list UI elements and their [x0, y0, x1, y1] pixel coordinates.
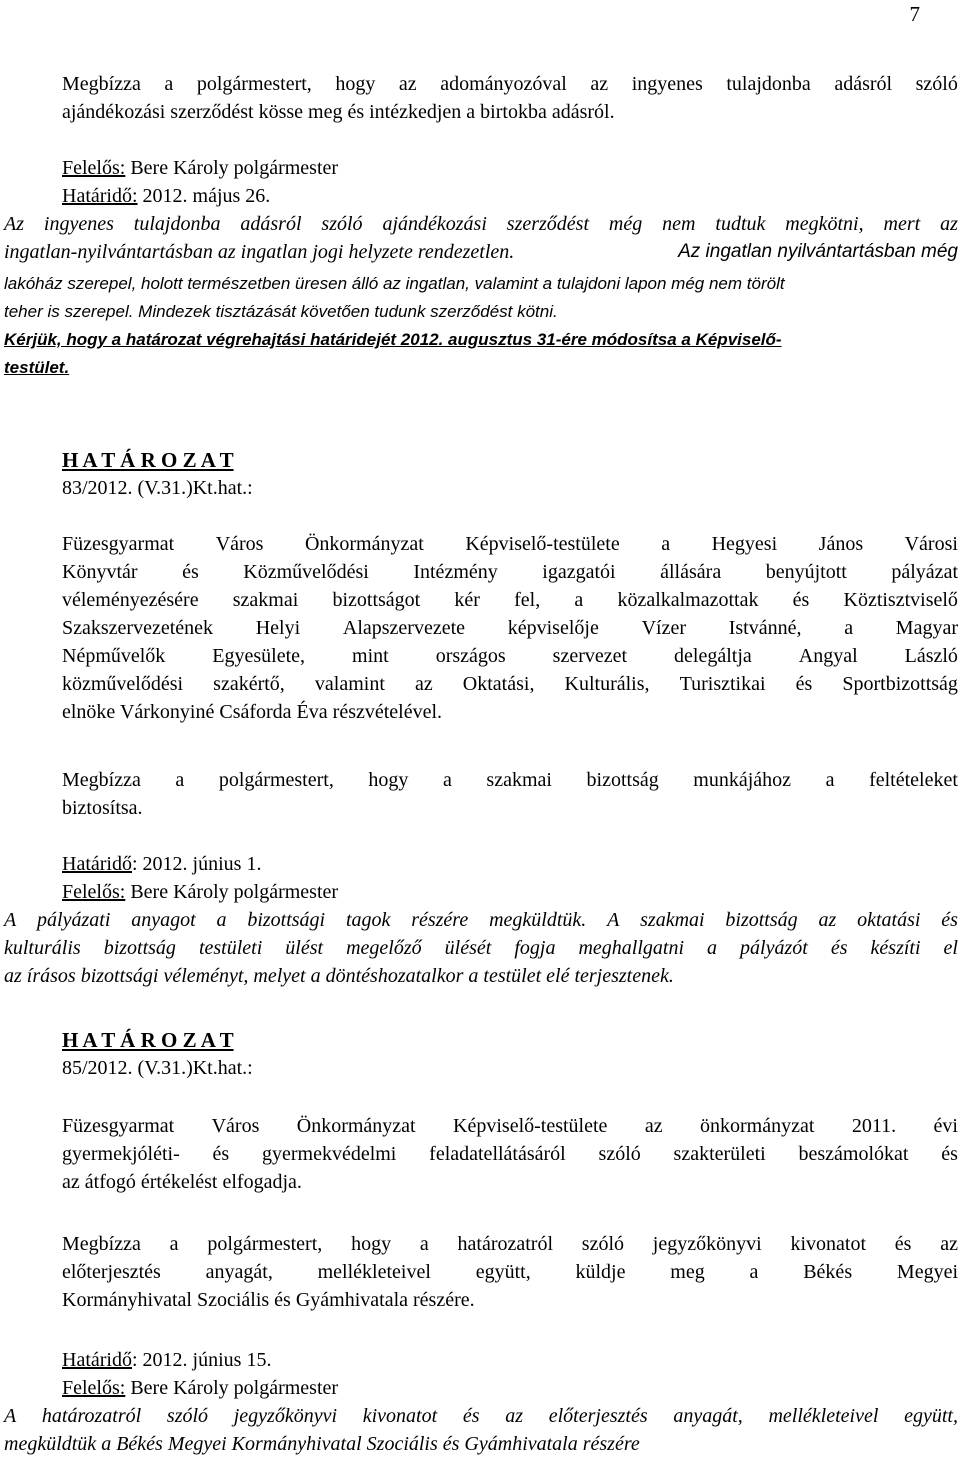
word: szóló — [166, 1405, 209, 1427]
word: Önkormányzat — [304, 533, 424, 555]
resolution-2-body-line — [62, 1112, 958, 1140]
report-2-line-3: az írásos bizottsági véleményt, melyet a döntéshozatalkor a testület elé terjesztenek. — [4, 965, 674, 987]
word: Népművelők — [62, 645, 166, 667]
word: tulajdonba — [726, 73, 811, 95]
word: a — [164, 73, 174, 95]
word: és — [462, 1405, 480, 1427]
word: Szakszervezetének — [62, 617, 214, 639]
word: készíti — [870, 937, 921, 959]
word: szóló — [915, 73, 958, 95]
word: Füzesgyarmat — [62, 533, 175, 555]
word: meghallgatni — [578, 937, 685, 959]
word: mellékleteivel — [768, 1405, 879, 1427]
word: polgármestert, — [207, 1233, 323, 1255]
word: az — [940, 213, 958, 235]
word: mert — [883, 213, 921, 235]
word: szakmai — [486, 769, 552, 791]
word: tudtuk — [715, 213, 766, 235]
resolution-2-body-line-3: az átfogó értékelést elfogadja. — [62, 1171, 302, 1193]
responsible-value: Bere Károly polgármester — [125, 157, 339, 179]
word: Vízer — [641, 617, 686, 639]
word: mint — [352, 645, 389, 667]
resolution-heading: H A T Á R O Z A T — [62, 448, 234, 472]
word: a — [419, 1233, 429, 1255]
resolution-body-line — [62, 586, 958, 614]
mandate-paragraph-line — [62, 70, 958, 98]
word: és — [830, 937, 848, 959]
word: bizottsági — [247, 909, 326, 931]
resolution-2-body-line-2 — [62, 1140, 958, 1168]
report-2-line — [4, 906, 958, 934]
word: László — [904, 645, 958, 667]
deadline-value-2: : 2012. június 1. — [131, 853, 262, 875]
word: szakmai — [640, 909, 705, 931]
word: Megbízza — [62, 73, 141, 95]
word: Füzesgyarmat — [62, 1115, 175, 1137]
word: hogy — [351, 1233, 392, 1255]
word: Turisztikai — [679, 673, 766, 695]
word: Oktatási, — [462, 673, 535, 695]
word: szakterületi — [673, 1143, 766, 1165]
word: az — [505, 1405, 524, 1427]
responsible-line — [62, 154, 338, 182]
mandate-2-line — [62, 1230, 958, 1258]
responsible-line-2 — [62, 878, 338, 906]
word: határozatról — [457, 1233, 554, 1255]
word: évi — [933, 1115, 958, 1137]
report-line-2-part-b: Az ingatlan nyilvántartásban még — [678, 241, 958, 262]
word: a — [825, 769, 835, 791]
word: A — [607, 909, 620, 931]
page-number: 7 — [909, 2, 920, 26]
resolution-body-line — [62, 530, 958, 558]
report-line-3: lakóház szerepel, holott természetben üresen álló az ingatlan, valamint a tulajdoni lapon még nem törölt — [4, 274, 785, 293]
word: az — [414, 673, 433, 695]
word: kivonatot — [790, 1233, 866, 1255]
word: az — [590, 73, 609, 95]
word: a — [707, 937, 718, 959]
word: Helyi — [255, 617, 301, 639]
word: adásról — [834, 73, 893, 95]
word: és — [941, 909, 958, 931]
deadline-line-3 — [62, 1346, 271, 1374]
mandate-2-line-2 — [62, 1258, 958, 1286]
word: Hegyesi — [711, 533, 778, 555]
resolution-body-line — [62, 558, 958, 586]
word: munkájához — [693, 769, 792, 791]
word: és — [941, 1143, 958, 1165]
mandate-2-line-3: Kormányhivatal Szociális és Gyámhivatala részére. — [62, 1289, 475, 1311]
word: Képviselő-testülete — [465, 533, 620, 555]
report-2-line-2 — [4, 934, 958, 962]
word: a — [574, 589, 584, 611]
word: bizottságot — [332, 589, 421, 611]
word: a — [749, 1261, 759, 1283]
word: Megyei — [896, 1261, 958, 1283]
word: a — [442, 769, 452, 791]
word: adományozóval — [440, 73, 567, 95]
word: szakértő, — [213, 673, 285, 695]
word: kér — [454, 589, 480, 611]
word: és — [212, 1143, 230, 1165]
word: igazgatói — [542, 561, 616, 583]
word: és — [795, 673, 813, 695]
resolution-body-last-line: elnöke Várkonyiné Csáforda Éva részvételével. — [62, 701, 443, 723]
word: ülést — [285, 937, 324, 959]
responsible-line-3 — [62, 1374, 338, 1402]
word: véleményezésére — [62, 589, 199, 611]
word: Könyvtár — [62, 561, 138, 583]
word: oktatási — [857, 909, 921, 931]
word: együtt, — [904, 1405, 958, 1427]
word: a — [661, 533, 671, 555]
word: bizottság — [725, 909, 798, 931]
word: kulturális — [4, 937, 81, 959]
word: szóló — [598, 1143, 641, 1165]
word: az — [818, 909, 837, 931]
word: nem — [662, 213, 696, 235]
word: ülését — [444, 937, 492, 959]
mandate-line-2: biztosítsa. — [62, 797, 143, 819]
word: hogy — [368, 769, 409, 791]
word: adásról — [240, 213, 302, 235]
word: határozatról — [41, 1405, 142, 1427]
resolution-number-2: 85/2012. (V.31.)Kt.hat.: — [62, 1057, 253, 1079]
deadline-value-3: : 2012. június 15. — [131, 1349, 272, 1371]
word: részére — [411, 909, 469, 931]
word: a — [216, 909, 227, 931]
resolution-body-line — [62, 614, 958, 642]
word: a — [844, 617, 854, 639]
deadline-line-2 — [62, 850, 261, 878]
word: polgármestert, — [218, 769, 334, 791]
word: képviselője — [507, 617, 599, 639]
word: jegyzőkönyvi — [652, 1233, 762, 1255]
word: és — [894, 1233, 912, 1255]
word: gyermekvédelmi — [261, 1143, 397, 1165]
word: Magyar — [895, 617, 958, 639]
report-line-2 — [4, 238, 958, 266]
word: jegyzőkönyvi — [233, 1405, 338, 1427]
word: Angyal — [798, 645, 858, 667]
word: Istvánné, — [728, 617, 802, 639]
word: tagok — [345, 909, 391, 931]
word: országos — [435, 645, 506, 667]
deadline-line — [62, 182, 270, 210]
word: benyújtott — [765, 561, 847, 583]
word: feltételeket — [869, 769, 958, 791]
responsible-value-3: Bere Károly polgármester — [125, 1377, 339, 1399]
word: közalkalmazottak — [617, 589, 759, 611]
report-line — [4, 210, 958, 238]
word: 2011. — [851, 1115, 897, 1137]
word: szervezet — [552, 645, 628, 667]
word: anyagot — [131, 909, 196, 931]
word: Közművelődési — [243, 561, 369, 583]
word: megkötni, — [785, 213, 864, 235]
word: Megbízza — [62, 1233, 141, 1255]
word: szakmai — [232, 589, 299, 611]
word: A — [4, 1405, 17, 1427]
word: pályázót — [740, 937, 808, 959]
word: valamint — [314, 673, 385, 695]
responsible-label-2: Felelős: — [62, 881, 126, 903]
word: megküldtük. — [489, 909, 587, 931]
word: Megbízza — [62, 769, 141, 791]
word: küldje — [575, 1261, 626, 1283]
word: Alapszervezete — [342, 617, 466, 639]
word: szerződést — [506, 213, 590, 235]
responsible-label: Felelős: — [62, 157, 126, 179]
word: pályázat — [891, 561, 958, 583]
word: még — [608, 213, 643, 235]
word: meg — [670, 1261, 705, 1283]
word: Város — [215, 533, 264, 555]
responsible-label-3: Felelős: — [62, 1377, 126, 1399]
word: testületi — [198, 937, 263, 959]
word: anyagát, — [205, 1261, 273, 1283]
word: állására — [660, 561, 722, 583]
word: közművelődési — [62, 673, 184, 695]
word: Város — [211, 1115, 260, 1137]
word: gyermekjóléti- — [62, 1143, 180, 1165]
report-line-2-part-a: ingatlan-nyilvántartásban az ingatlan jogi helyzete rendezetlen. — [4, 241, 515, 263]
word: előterjesztés — [548, 1405, 648, 1427]
word: önkormányzat — [700, 1115, 815, 1137]
word: az — [940, 1233, 958, 1255]
report-3-line — [4, 1402, 958, 1430]
word: az — [398, 73, 417, 95]
word: ajándékozási — [382, 213, 487, 235]
word: Intézmény — [413, 561, 498, 583]
deadline-label-3: Határidő — [62, 1349, 132, 1371]
word: el — [943, 937, 958, 959]
word: mellékleteivel — [317, 1261, 431, 1283]
word: szóló — [581, 1233, 625, 1255]
word: Az — [4, 213, 24, 235]
word: delegáltja — [674, 645, 752, 667]
word: Köztisztviselő — [843, 589, 958, 611]
word: Képviselő-testülete — [453, 1115, 608, 1137]
resolution-number: 83/2012. (V.31.)Kt.hat.: — [62, 477, 253, 499]
word: és — [182, 561, 199, 583]
word: előterjesztés — [62, 1261, 161, 1283]
word: János — [818, 533, 864, 555]
mandate-paragraph-line-2: ajándékozási szerződést kösse meg és intézkedjen a birtokba adásról. — [62, 101, 615, 123]
word: fel, — [514, 589, 541, 611]
word: polgármestert, — [196, 73, 312, 95]
mandate-line — [62, 766, 958, 794]
word: pályázati — [37, 909, 111, 931]
resolution-body-line — [62, 670, 958, 698]
word: bizottság — [103, 937, 176, 959]
word: a — [175, 769, 185, 791]
word: beszámolókat — [798, 1143, 909, 1165]
word: anyagát, — [673, 1405, 743, 1427]
deadline-label-2: Határidő — [62, 853, 132, 875]
request-line: Kérjük, hogy a határozat végrehajtási határidejét 2012. augusztus 31-ére módosítsa a Képviselő- — [4, 330, 782, 349]
request-line-2: testület. — [4, 358, 70, 377]
word: Városi — [904, 533, 958, 555]
word: Sportbizottság — [842, 673, 958, 695]
word: Kulturális, — [564, 673, 650, 695]
word: a — [169, 1233, 179, 1255]
word: bizottság — [586, 769, 659, 791]
word: Egyesülete, — [212, 645, 306, 667]
word: Békés — [803, 1261, 853, 1283]
word: feladatellátásáról — [429, 1143, 566, 1165]
word: ingyenes — [43, 213, 114, 235]
word: A — [4, 909, 17, 931]
word: szóló — [321, 213, 363, 235]
resolution-body-line — [62, 642, 958, 670]
word: együtt, — [475, 1261, 531, 1283]
resolution-heading-2: H A T Á R O Z A T — [62, 1028, 234, 1052]
deadline-value: 2012. május 26. — [137, 185, 271, 207]
report-3-line-2: megküldtük a Békés Megyei Kormányhivatal Szociális és Gyámhivatala részére — [4, 1433, 640, 1455]
word: Önkormányzat — [296, 1115, 416, 1137]
word: tulajdonba — [133, 213, 221, 235]
word: az — [644, 1115, 663, 1137]
word: hogy — [335, 73, 376, 95]
report-line-4: teher is szerepel. Mindezek tisztázását követően tudunk szerződést kötni. — [4, 302, 558, 321]
word: ingyenes — [631, 73, 703, 95]
responsible-value-2: Bere Károly polgármester — [125, 881, 339, 903]
deadline-label: Határidő: — [62, 185, 138, 207]
word: fogja — [514, 937, 556, 959]
word: kivonatot — [362, 1405, 438, 1427]
word: és — [792, 589, 810, 611]
word: megelőző — [346, 937, 422, 959]
